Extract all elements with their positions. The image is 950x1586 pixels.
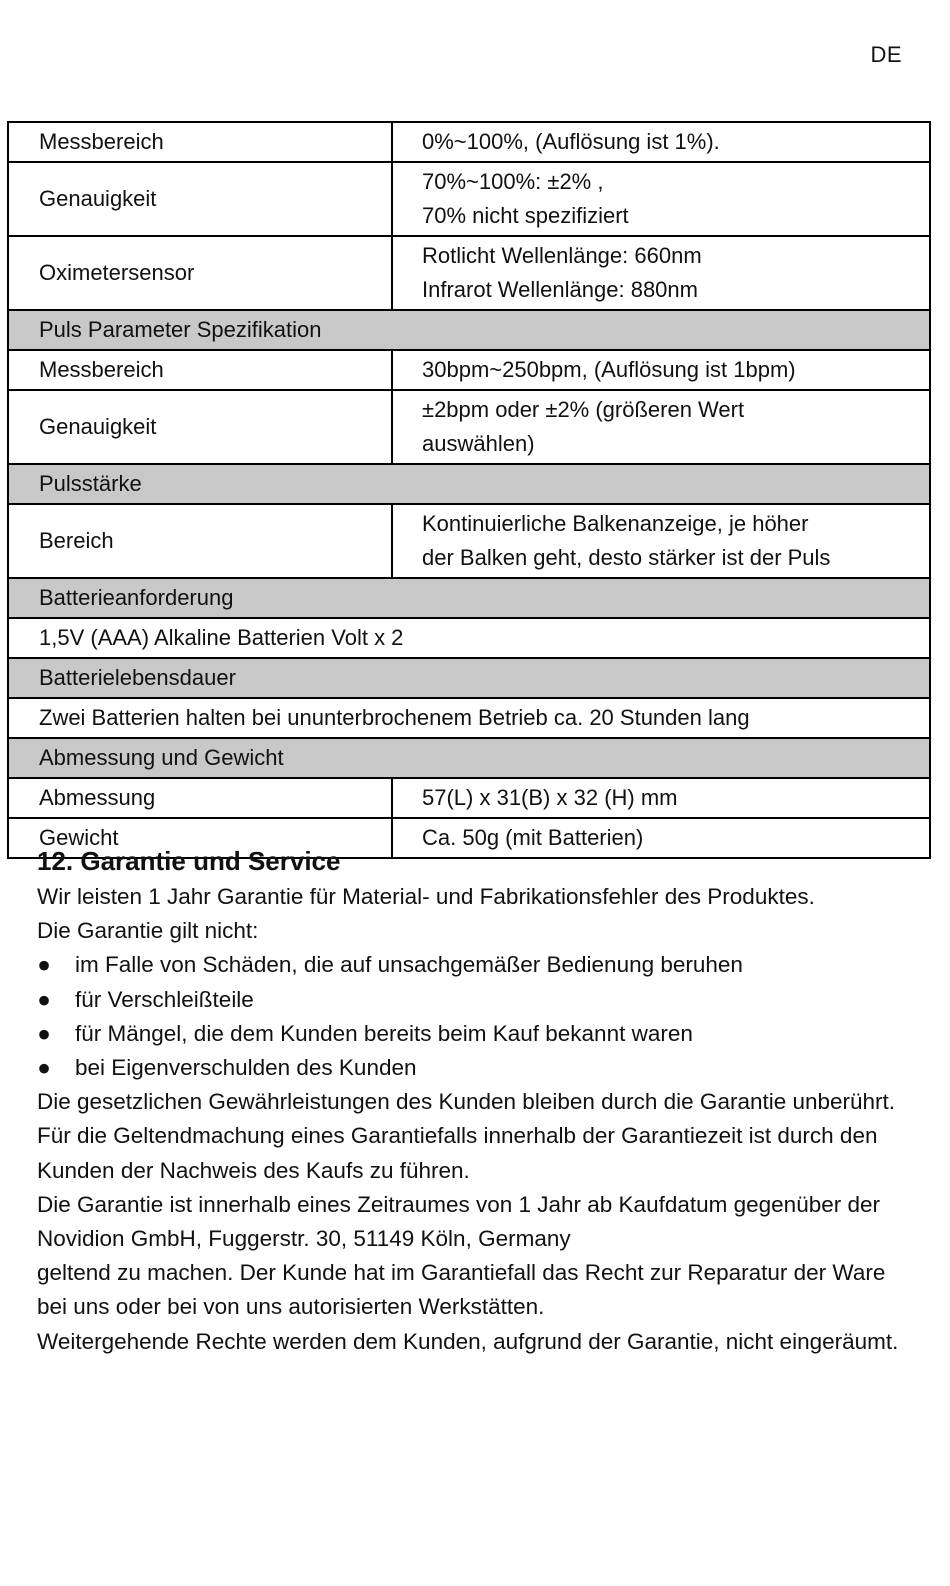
- bullet-icon: ●: [37, 952, 51, 978]
- row-full-value: 1,5V (AAA) Alkaline Batterien Volt x 2: [8, 618, 930, 658]
- warranty-intro: Wir leisten 1 Jahr Garantie für Material- und Fabrikationsfehler des Produktes.: [37, 884, 815, 909]
- list-item: ● für Verschleißteile: [37, 983, 917, 1017]
- table-row: [8, 236, 930, 310]
- section-title: Pulsstärke: [8, 464, 930, 504]
- row-label: Messbereich: [8, 350, 392, 390]
- language-code: DE: [870, 42, 902, 67]
- list-item: ● für Mängel, die dem Kunden bereits beim Kauf bekannt waren: [37, 1017, 917, 1051]
- table-row: [8, 350, 930, 390]
- company-address: Novidion GmbH, Fuggerstr. 30, 51149 Köln, Germany: [37, 1226, 571, 1252]
- bullet-icon: ●: [37, 986, 51, 1012]
- row-label: Genauigkeit: [8, 162, 392, 236]
- row-label: Abmessung: [8, 778, 392, 818]
- section-title: Batterieanforderung: [8, 578, 930, 618]
- table-row: [8, 618, 930, 658]
- row-label: Oximetersensor: [8, 236, 392, 310]
- bullet-icon: ●: [37, 1055, 51, 1081]
- table-row: [8, 504, 930, 578]
- row-value: Rotlicht Wellenlänge: 660nm Infrarot Wellenlänge: 880nm: [392, 236, 930, 310]
- list-item: ● bei Eigenverschulden des Kunden: [37, 1051, 917, 1085]
- warranty-section: [37, 842, 917, 1359]
- row-value: Kontinuierliche Balkenanzeige, je höher der Balken geht, desto stärker ist der Puls: [392, 504, 930, 578]
- row-value: ±2bpm oder ±2% (größeren Wert auswählen): [392, 390, 930, 464]
- section-header-row: [8, 578, 930, 618]
- row-value: 30bpm~250bpm, (Auflösung ist 1bpm): [392, 350, 930, 390]
- section-heading: 12. Garantie und Service: [37, 846, 341, 876]
- table-row: [8, 162, 930, 236]
- row-value: 0%~100%, (Auflösung ist 1%).: [392, 122, 930, 162]
- table-row: [8, 390, 930, 464]
- not-valid-intro: Die Garantie gilt nicht:: [37, 918, 259, 944]
- statutory-paragraph: Die gesetzlichen Gewährleistungen des Kunden bleiben durch die Garantie unberührt.: [37, 1089, 896, 1115]
- row-label: Bereich: [8, 504, 392, 578]
- section-header-row: [8, 464, 930, 504]
- list-item: ● im Falle von Schäden, die auf unsachgemäßer Bedienung beruhen: [37, 948, 917, 982]
- table-row: [8, 122, 930, 162]
- section-title: Batterielebensdauer: [8, 658, 930, 698]
- row-label: Gewicht: [8, 818, 392, 858]
- row-value: 70%~100%: ±2% , 70% nicht spezifiziert: [392, 162, 930, 236]
- section-title: Puls Parameter Spezifikation: [8, 310, 930, 350]
- proof-paragraph: Für die Geltendmachung eines Garantiefalls innerhalb der Garantiezeit ist durch den Kunden der Nachweis des Kaufs zu führen.: [37, 1123, 878, 1183]
- further-rights-paragraph: Weitergehende Rechte werden dem Kunden, aufgrund der Garantie, nicht eingeräumt.: [37, 1328, 899, 1354]
- section-header-row: [8, 738, 930, 778]
- section-title: Abmessung und Gewicht: [8, 738, 930, 778]
- exclusion-list: [37, 948, 917, 1085]
- claim-paragraph: geltend zu machen. Der Kunde hat im Garantiefall das Recht zur Reparatur der Ware bei uns oder bei von uns autorisierten Werkstätten.: [37, 1260, 886, 1320]
- row-full-value: Zwei Batterien halten bei ununterbrochenem Betrieb ca. 20 Stunden lang: [8, 698, 930, 738]
- period-paragraph: Die Garantie ist innerhalb eines Zeitraumes von 1 Jahr ab Kaufdatum gegenüber der: [37, 1191, 880, 1217]
- row-value: 57(L) x 31(B) x 32 (H) mm: [392, 778, 930, 818]
- row-label: Messbereich: [8, 122, 392, 162]
- table-row: [8, 698, 930, 738]
- row-label: Genauigkeit: [8, 390, 392, 464]
- section-header-row: [8, 658, 930, 698]
- section-header-row: [8, 310, 930, 350]
- table-row: [8, 778, 930, 818]
- specification-table: [7, 121, 931, 859]
- row-value: Ca. 50g (mit Batterien): [392, 818, 930, 858]
- bullet-icon: ●: [37, 1020, 51, 1046]
